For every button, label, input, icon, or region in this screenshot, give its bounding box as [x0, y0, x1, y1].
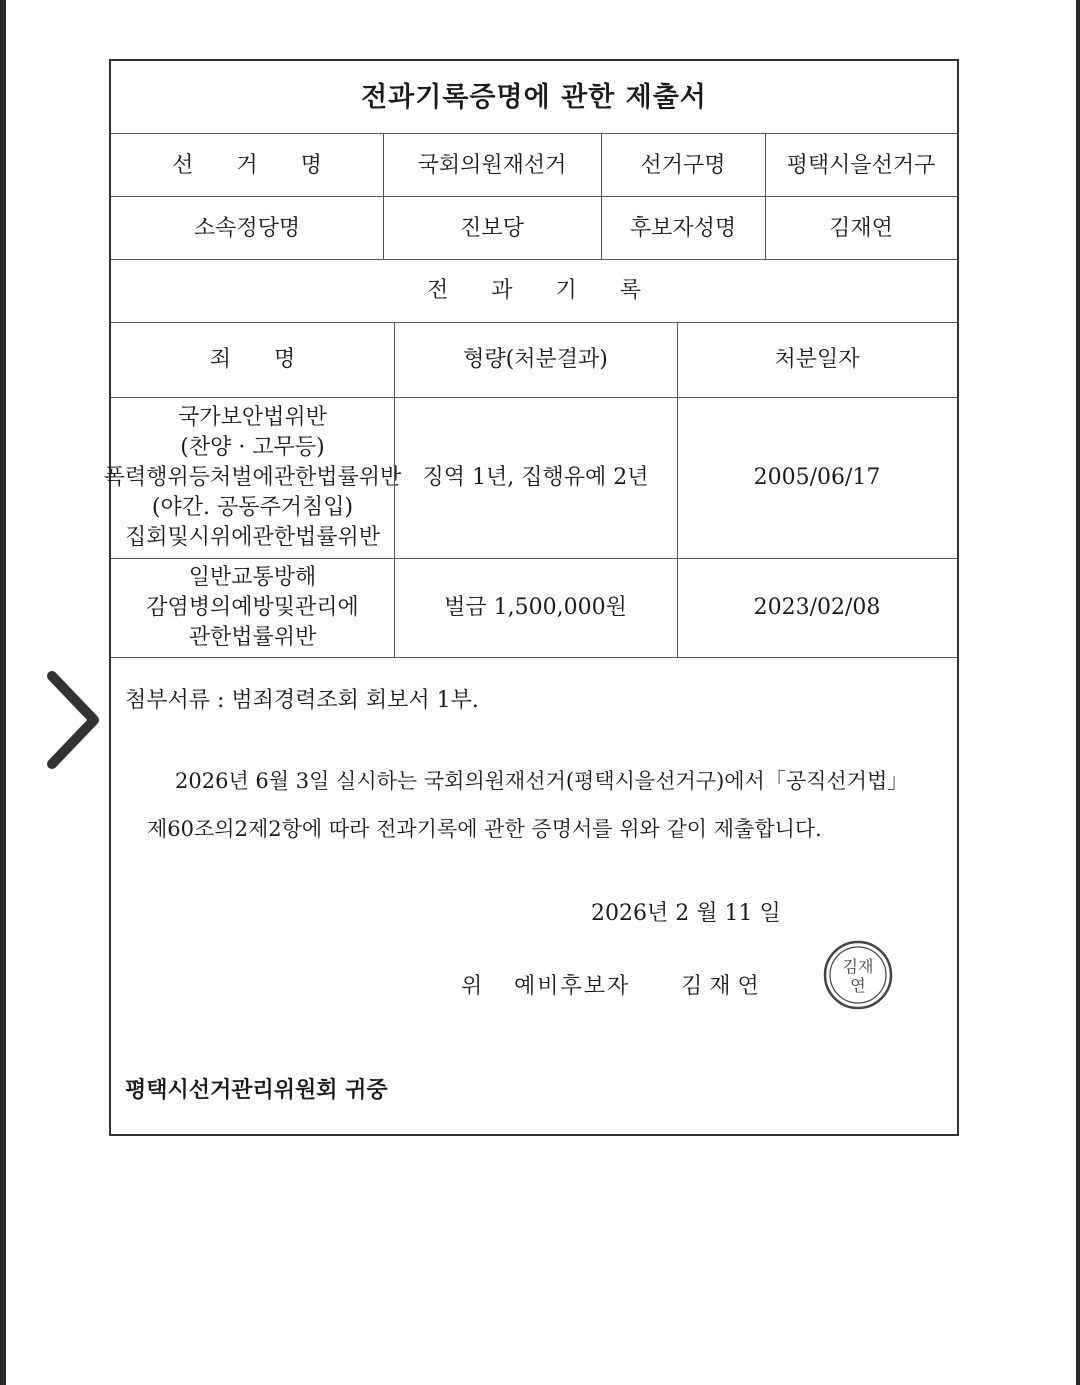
record-2-crime-line: 관한법률위반 [188, 625, 317, 650]
personal-seal-stamp [822, 939, 894, 1011]
signer-prefix: 위 [461, 974, 483, 999]
record-1-crime-line: 집회및시위에관한법률위반 [124, 525, 381, 550]
party-label: 소속정당명 [193, 215, 301, 241]
svg-text:김재: 김재 [842, 957, 874, 976]
district-value: 평택시을선거구 [786, 152, 936, 178]
record-1-crime-line: 폭력행위등처벌에관한법률위반 [103, 465, 402, 490]
header-sentence: 형량(처분결과) [463, 347, 608, 372]
left-edge [0, 0, 6, 1385]
record-2-crime-line: 감염병의예방및관리에 [146, 595, 359, 620]
attachment-note: 첨부서류 : 범죄경력조회 회보서 1부. [125, 688, 479, 713]
record-1-crime [103, 398, 402, 558]
record-1-sentence: 징역 1년, 집행유예 2년 [422, 465, 649, 490]
chevron-right-icon [42, 668, 106, 772]
header-date: 처분일자 [774, 347, 860, 372]
body-line-1: 2026년 6월 3일 실시하는 국회의원재선거(평택시을선거구)에서「공직선거법」 [175, 769, 909, 793]
record-2-crime-line: 일반교통방해 [188, 565, 317, 590]
record-1-crime-line: (찬양 · 고무등) [180, 435, 325, 460]
next-page-button[interactable] [42, 668, 106, 772]
body-line-2: 제60조의2제2항에 따라 전과기록에 관한 증명서를 위와 같이 제출합니다. [147, 817, 822, 841]
records-section-label: 전 과 기 록 [427, 278, 659, 303]
record-2-crime [111, 559, 394, 657]
candidate-value: 김재연 [829, 215, 893, 241]
svg-text:연: 연 [850, 976, 866, 995]
signer-role: 예비후보자 [514, 974, 631, 999]
submission-date: 2026년 2 월 11 일 [591, 901, 781, 926]
district-label: 선거구명 [640, 152, 726, 178]
header-crime: 죄 명 [209, 347, 314, 372]
record-1-crime-line: (야간. 공동주거침입) [151, 495, 354, 520]
record-1-crime-line: 국가보안법위반 [178, 405, 327, 430]
recipient: 평택시선거관리위원회 귀중 [125, 1077, 388, 1103]
document-title: 전과기록증명에 관한 제출서 [361, 81, 707, 113]
election-name-value: 국회의원재선거 [417, 152, 567, 178]
candidate-label: 후보자성명 [629, 215, 737, 241]
signer-name: 김 재 연 [681, 974, 759, 999]
submission-document [103, 59, 959, 1136]
election-name-label: 선 거 명 [172, 152, 340, 178]
record-2-sentence: 벌금 1,500,000원 [444, 595, 627, 620]
right-edge [1076, 0, 1080, 1385]
record-2-date: 2023/02/08 [753, 595, 881, 620]
record-1-date: 2005/06/17 [753, 465, 881, 490]
party-value: 진보당 [460, 215, 524, 241]
